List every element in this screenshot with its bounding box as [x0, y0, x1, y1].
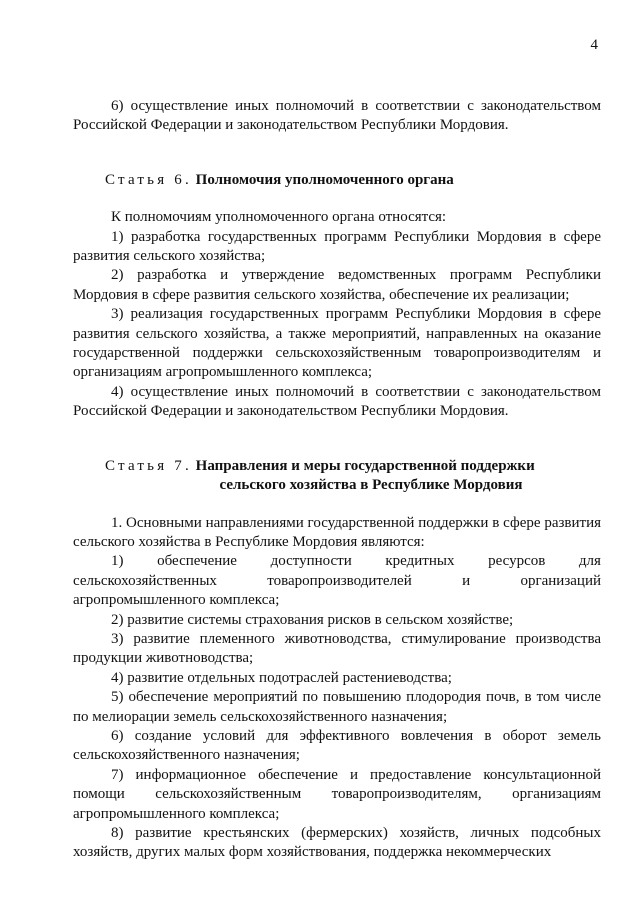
- word: обеспечение: [157, 553, 237, 570]
- word: 1): [111, 553, 124, 570]
- article-6-title: Полномочия уполномоченного органа: [195, 171, 454, 188]
- article-7-sub-2: 2) развитие системы страхования рисков в сельском хозяйстве;: [111, 611, 514, 628]
- article-7-sub-8: 8) развитие крестьянских (фермерских) хозяйств, личных подсобных хозяйств, других малых форм хозяйствования, поддержка некоммерческих: [73, 825, 601, 861]
- article-6-item-2: 2) разработка и утверждение ведомственных программ Республики Мордовия в сфере развития сельского хозяйства, обеспечение их реализации;: [73, 267, 601, 303]
- word: и: [462, 572, 471, 589]
- article-7-paragraph-1: 1. Основными направлениями государственной поддержки в сфере развития сельского хозяйства в Республике Мордовия являются:: [73, 514, 601, 550]
- article-6-heading: [73, 171, 601, 190]
- article-7-sub-5: 5) обеспечение мероприятий по повышению плодородия почв, в том числе по мелиорации земель сельскохозяйственного назначения;: [73, 689, 601, 725]
- article-7-sub-3: 3) развитие племенного животноводства, стимулирование производства продукции животноводства;: [73, 630, 601, 667]
- article-7-sub-6: 6) создание условий для эффективного вовлечения в оборот земель сельскохозяйственного назначения;: [73, 727, 601, 764]
- article-7-label: Статья 7.: [105, 457, 192, 474]
- article-6-intro: К полномочиям уполномоченного органа относятся:: [111, 209, 447, 226]
- word: для: [578, 553, 601, 570]
- page-number: 4: [590, 37, 598, 53]
- article-7-sub-7: 7) информационное обеспечение и предоставление консультационной помощи сельскохозяйственным товаропроизводителям, организациям агропромышленного комплекса;: [73, 766, 601, 822]
- article-7-heading: [73, 457, 601, 476]
- article-6-item-3: 3) реализация государственных программ Республики Мордовия в сфере развития сельского хозяйства, а также мероприятий, направленных на оказание государственной поддержки сельскохозяйственным товаропроизводителям и организациям агропромышленного комплекса;: [73, 306, 601, 381]
- article-6-item-1: 1) разработка государственных программ Республики Мордовия в сфере развития сельского хозяйства;: [73, 228, 601, 265]
- word: организаций: [520, 572, 601, 589]
- document-body: [73, 97, 601, 863]
- article-7-title-line-1: Направления и меры государственной поддержки: [195, 457, 535, 474]
- article-7-sub-1-line-3: агропромышленного комплекса;: [73, 592, 280, 609]
- article-7-sub-1-line-1: [73, 552, 601, 571]
- word: сельскохозяйственных: [73, 572, 217, 589]
- word: кредитных: [385, 553, 455, 570]
- article-7-title-line-2: сельского хозяйства в Республике Мордовия: [219, 477, 523, 494]
- article-7-sub-4: 4) развитие отдельных подотраслей растениеводства;: [111, 669, 452, 686]
- article-7-sub-1-line-2: [73, 572, 601, 591]
- word: товаропроизводителей: [267, 572, 412, 589]
- word: ресурсов: [488, 553, 546, 570]
- article-6-item-4: 4) осуществление иных полномочий в соответствии с законодательством Российской Федерации и законодательством Республики Мордовия.: [73, 383, 601, 420]
- article-6-label: Статья 6.: [105, 171, 192, 188]
- item-6-previous: 6) осуществление иных полномочий в соответствии с законодательством Российской Федерации и законодательством Республики Мордовия.: [73, 98, 601, 134]
- word: доступности: [270, 553, 352, 570]
